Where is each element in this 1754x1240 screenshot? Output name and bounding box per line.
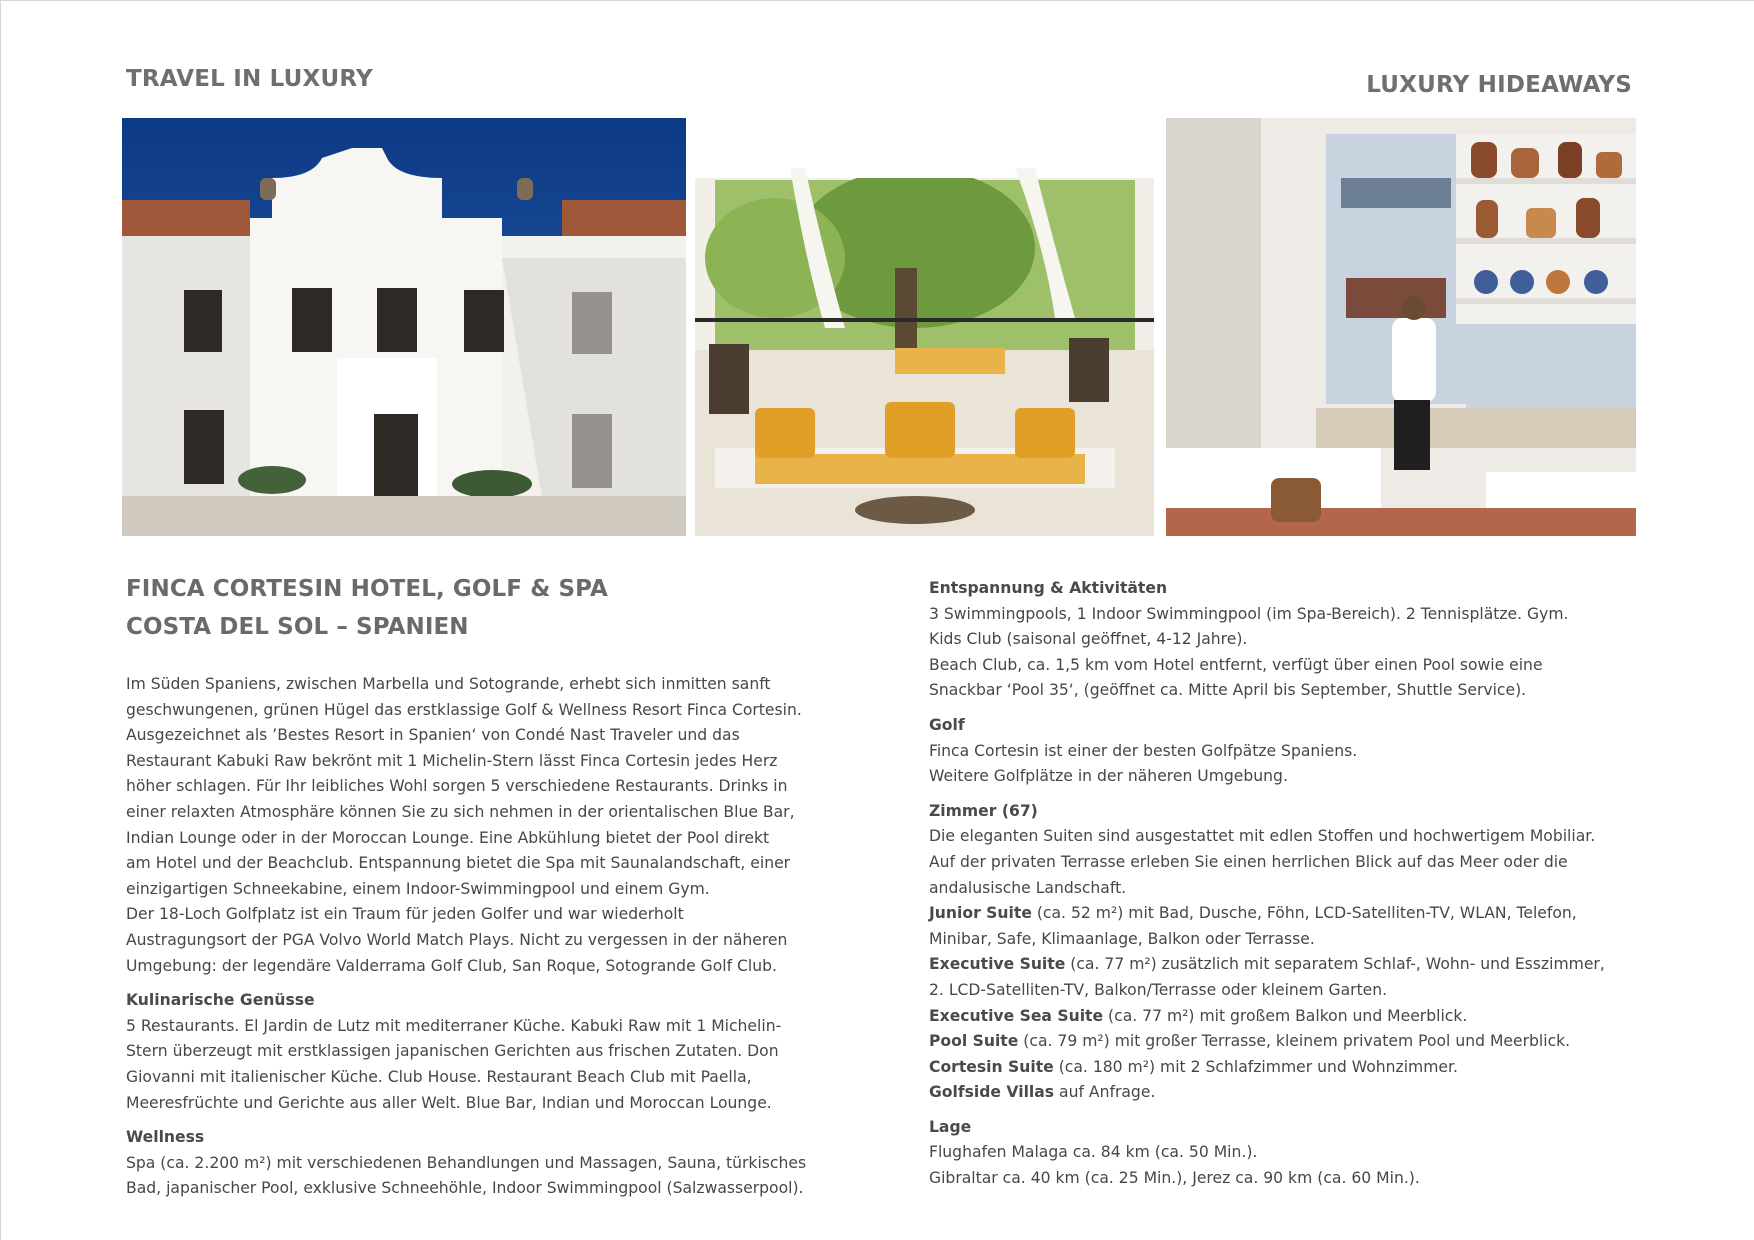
- text-line: Stern überzeugt mit erstklassigen japanischen Gerichten aus frischen Zutaten. Don: [126, 1042, 779, 1061]
- text-line: Meeresfrüchte und Gerichte aus aller Welt. Blue Bar, Indian und Moroccan Lounge.: [126, 1093, 772, 1112]
- section-heading-lage: Lage: [929, 1117, 972, 1136]
- room-executive-sea-suite: [929, 1004, 1629, 1030]
- lounge-terrace-photo: [695, 118, 1154, 536]
- room-executive-suite: [929, 952, 1629, 978]
- intro-line: höher schlagen. Für Ihr leibliches Wohl sorgen 5 verschiedene Restaurants. Drinks in: [126, 777, 788, 796]
- section-heading-zimmer: Zimmer (67): [929, 801, 1038, 820]
- text-line: Spa (ca. 2.200 m²) mit verschiedenen Behandlungen und Massagen, Sauna, türkisches: [126, 1153, 807, 1172]
- magazine-section-title: TRAVEL IN LUXURY: [126, 66, 373, 92]
- restaurant-kitchen-photo: [1166, 118, 1636, 536]
- room-pool-suite: [929, 1029, 1629, 1055]
- intro-line: Indian Lounge oder in der Moroccan Lounge. Eine Abkühlung bietet der Pool direkt: [126, 828, 770, 847]
- wellness-text: [126, 1151, 846, 1202]
- room-name: Junior Suite: [929, 904, 1032, 923]
- room-name: Pool Suite: [929, 1032, 1019, 1051]
- room-desc: (ca. 79 m²) mit großer Terrasse, kleinem privatem Pool und Meerblick.: [1018, 1032, 1571, 1051]
- section-heading-entspannung: Entspannung & Aktivitäten: [929, 579, 1168, 597]
- intro-line: am Hotel und der Beachclub. Entspannung bietet die Spa mit Saunalandschaft, einer: [126, 854, 791, 873]
- room-name: Executive Suite: [929, 955, 1066, 974]
- text-line: Kids Club (saisonal geöffnet, 4-12 Jahre).: [929, 630, 1248, 649]
- hotel-location: COSTA DEL SOL – SPANIEN: [126, 614, 469, 640]
- text-line: Auf der privaten Terrasse erleben Sie einen herrlichen Blick auf das Meer oder die: [929, 852, 1568, 871]
- text-line: Weitere Golfplätze in der näheren Umgebung.: [929, 767, 1288, 786]
- room-desc: (ca. 52 m²) mit Bad, Dusche, Föhn, LCD-Satelliten-TV, WLAN, Telefon,: [1031, 904, 1577, 923]
- intro-line: einer relaxten Atmosphäre können Sie zu sich nehmen in der orientalischen Blue Bar,: [126, 802, 795, 821]
- lage-text: [929, 1140, 1629, 1191]
- intro-line: Ausgezeichnet als ’Bestes Resort in Spanien‘ von Condé Nast Traveler und das: [126, 726, 740, 745]
- room-name: Golfside Villas: [929, 1083, 1055, 1102]
- right-column: [929, 576, 1629, 1192]
- text-line: Flughafen Malaga ca. 84 km (ca. 50 Min.).: [929, 1143, 1258, 1162]
- text-line: Beach Club, ca. 1,5 km vom Hotel entfernt, verfügt über einen Pool sowie eine: [929, 655, 1543, 674]
- zimmer-text: [929, 824, 1629, 1106]
- room-junior-suite: [929, 901, 1629, 927]
- intro-line: Im Süden Spaniens, zwischen Marbella und Sotogrande, erhebt sich inmitten sanft: [126, 675, 771, 693]
- kulinarisch-text: [126, 1014, 846, 1116]
- golf-text: [929, 739, 1629, 790]
- section-heading-golf: Golf: [929, 715, 965, 734]
- room-name: Executive Sea Suite: [929, 1006, 1104, 1025]
- room-desc: (ca. 180 m²) mit 2 Schlafzimmer und Wohnzimmer.: [1053, 1057, 1458, 1076]
- text-line: 5 Restaurants. El Jardin de Lutz mit mediterraner Küche. Kabuki Raw mit 1 Michelin-: [126, 1016, 782, 1035]
- text-line: 2. LCD-Satelliten-TV, Balkon/Terrasse oder kleinem Garten.: [929, 980, 1388, 999]
- room-desc: (ca. 77 m²) zusätzlich mit separatem Schlaf-, Wohn- und Esszimmer,: [1065, 955, 1605, 974]
- intro-line: Der 18-Loch Golfplatz ist ein Traum für jeden Golfer und war wiederholt: [126, 905, 684, 924]
- text-line: Bad, japanischer Pool, exklusive Schneehöhle, Indoor Swimmingpool (Salzwasserpool).: [126, 1179, 804, 1198]
- entspannung-text: [929, 602, 1629, 704]
- room-desc: auf Anfrage.: [1054, 1083, 1156, 1102]
- intro-line: einzigartigen Schneekabine, einem Indoor-Swimmingpool und einem Gym.: [126, 879, 710, 898]
- magazine-category-title: LUXURY HIDEAWAYS: [1366, 72, 1632, 98]
- intro-line: Restaurant Kabuki Raw bekrönt mit 1 Michelin-Stern lässt Finca Cortesin jedes Herz: [126, 751, 778, 770]
- text-line: Minibar, Safe, Klimaanlage, Balkon oder Terrasse.: [929, 929, 1315, 948]
- text-line: Finca Cortesin ist einer der besten Golfpätze Spaniens.: [929, 741, 1358, 760]
- section-heading-wellness: Wellness: [126, 1128, 205, 1147]
- hotel-name: FINCA CORTESIN HOTEL, GOLF & SPA: [126, 576, 608, 602]
- text-line: andalusische Landschaft.: [929, 878, 1127, 897]
- text-line: Die eleganten Suiten sind ausgestattet mit edlen Stoffen und hochwertigem Mobiliar.: [929, 827, 1596, 846]
- room-desc: (ca. 77 m²) mit großem Balkon und Meerblick.: [1103, 1006, 1468, 1025]
- text-line: 3 Swimmingpools, 1 Indoor Swimmingpool (im Spa-Bereich). 2 Tennisplätze. Gym.: [929, 604, 1569, 623]
- room-name: Cortesin Suite: [929, 1057, 1054, 1076]
- text-line: Giovanni mit italienischer Küche. Club House. Restaurant Beach Club mit Paella,: [126, 1067, 752, 1086]
- room-cortesin-suite: [929, 1055, 1629, 1081]
- hotel-facade-photo: [122, 118, 686, 536]
- intro-line: Austragungsort der PGA Volvo World Match Plays. Nicht zu vergessen in der näheren: [126, 930, 788, 949]
- intro-line: Umgebung: der legendäre Valderrama Golf Club, San Roque, Sotogrande Golf Club.: [126, 956, 777, 975]
- text-line: Snackbar ‘Pool 35‘, (geöffnet ca. Mitte April bis September, Shuttle Service).: [929, 681, 1527, 700]
- section-heading-kulinarisch: Kulinarische Genüsse: [126, 991, 315, 1010]
- intro-paragraph: [126, 672, 846, 979]
- room-golfside-villas: [929, 1080, 1629, 1106]
- text-line: Gibraltar ca. 40 km (ca. 25 Min.), Jerez ca. 90 km (ca. 60 Min.).: [929, 1169, 1420, 1188]
- intro-line: geschwungenen, grünen Hügel das erstklassige Golf & Wellness Resort Finca Cortesin.: [126, 700, 802, 719]
- left-column: [126, 570, 846, 1202]
